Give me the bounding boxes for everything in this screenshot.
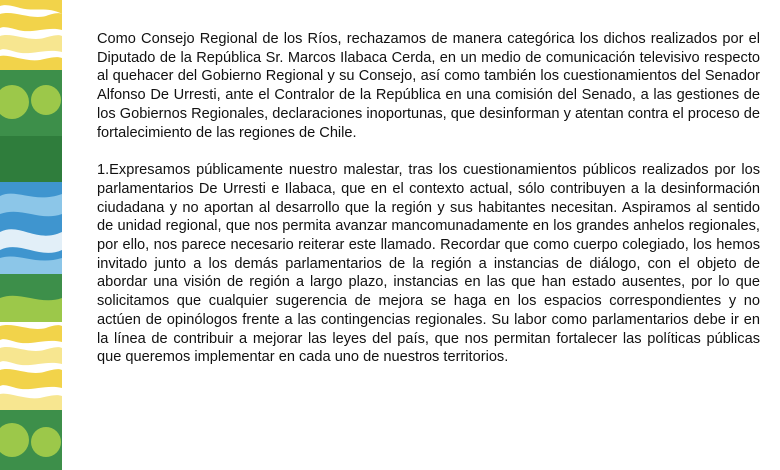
paragraph-intro: Como Consejo Regional de los Ríos, rechazamos de manera categórica los dichos realizados por el Diputado de la República Sr. Marcos Ilabaca Cerda, en un medio de comunicación televisivo respecto al quehacer del Gobierno Regional y su Consejo, así como también los cuestionamientos del Senador Alfonso De Urresti, ante el Contralor de la República en una comisión del Senado, a las gestiones de los Gobiernos Regionales, declaraciones inoportunas, que desinforman y atentan contra el proceso de fortalecimiento de las regiones de Chile. — [97, 31, 760, 141]
green-band — [0, 136, 62, 182]
regional-pattern-graphic — [0, 0, 62, 470]
document-body — [97, 30, 760, 367]
decorative-side-strip — [0, 0, 62, 470]
green-circle — [31, 427, 61, 457]
green-circle — [31, 85, 61, 115]
paragraph-point-1: 1.Expresamos públicamente nuestro malestar, tras los cuestionamientos públicos realizados por los parlamentarios De Urresti e Ilabaca, que en el contexto actual, sólo contribuyen a la desinformación ciudadana y no aportan al desarrollo que la región y sus habitantes necesitan. Aspiramos al sentido de unidad regional, que nos permita avanzar mancomunadamente en los grandes anhelos regionales, por ello, nos parece necesario reiterar este llamado. Recordar que como cuerpo colegiado, los hemos invitado junto a los demás parlamentarios de la región a instancias de diálogo, con el objeto de abordar una visión de región a largo plazo, instancias en las que han estado ausentes, por lo que solicitamos que cualquier sugerencia de mejora se haga en los espacios correspondientes y no actúen de opinólogos frente a las contingencias regionales. Su labor como parlamentarios debe ir en la línea de contribuir a mejorar las leyes del país, que nos permitan fortalecer las políticas públicas que queremos implementar en cada uno de nuestros territorios. — [97, 162, 760, 366]
